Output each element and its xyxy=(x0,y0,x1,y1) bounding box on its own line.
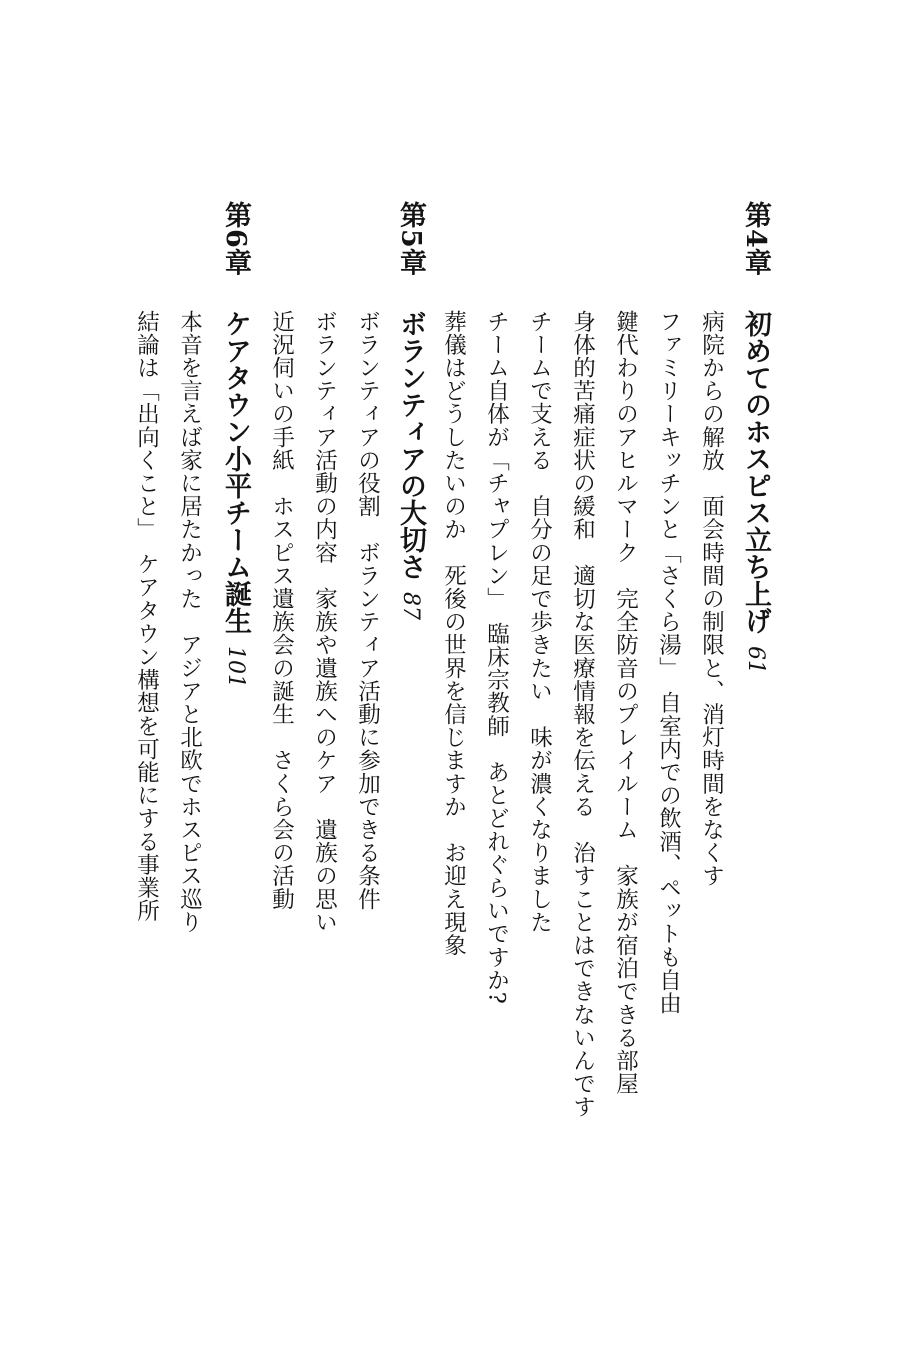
chapter-5-title-line xyxy=(397,310,424,620)
chapter-4-entry-2: ファミリーキッチンと「さくら湯」 自室内での飲酒、ペットも自由 xyxy=(655,310,682,1015)
chapter-6-entry-1: 本音を言えば家に居たかった アジアと北欧でホスピス巡り xyxy=(176,310,203,934)
chapter-6-page-number: 101 xyxy=(223,646,248,688)
chapter-6-title: ケアタウン小平チーム誕生 xyxy=(220,310,251,634)
chapter-5-entry-1: ボランティアの役割 ボランティア活動に参加できる条件 xyxy=(354,310,381,911)
chapter-6-title-line xyxy=(222,310,249,688)
chapter-6-entry-2: 結論は「出向くこと」 ケアタウン構想を可能にする事業所 xyxy=(133,310,160,923)
chapter-4-page-number: 61 xyxy=(743,646,768,674)
chapter-4-label: 第4章 xyxy=(740,201,771,277)
chapter-5-label: 第5章 xyxy=(395,201,426,277)
chapter-5-title: ボランティアの大切さ xyxy=(395,310,426,580)
chapter-4-entry-4: 身体的苦痛症状の緩和 適切な医療情報を伝える 治すことはできないんです xyxy=(569,310,596,1119)
chapter-5-page-number: 87 xyxy=(398,592,423,620)
chapter-4-entry-7: 葬儀はどうしたいのか 死後の世界を信じますか お迎え現象 xyxy=(440,310,467,957)
chapter-4-title: 初めてのホスピス立ち上げ xyxy=(740,310,771,634)
chapter-5-entry-3: 近況伺いの手紙 ホスピス遺族会の誕生 さくら会の活動 xyxy=(268,310,295,911)
chapter-5-entry-2: ボランティア活動の内容 家族や遺族へのケア 遺族の思い xyxy=(311,310,338,934)
chapter-4-entry-3: 鍵代わりのアヒルマーク 完全防音のプレイルーム 家族が宿泊できる部屋 xyxy=(612,310,639,1096)
chapter-4-entry-1: 病院からの解放 面会時間の制限と、消灯時間をなくす xyxy=(698,310,725,888)
chapter-4-entry-5: チームで支える 自分の足で歩きたい 味が濃くなりました xyxy=(526,310,553,934)
chapter-4-title-line xyxy=(742,310,769,674)
chapter-6-label: 第6章 xyxy=(220,201,251,277)
chapter-4-entry-6: チーム自体が「チャプレン」 臨床宗教師 あとどれぐらいですか? xyxy=(483,310,510,1005)
